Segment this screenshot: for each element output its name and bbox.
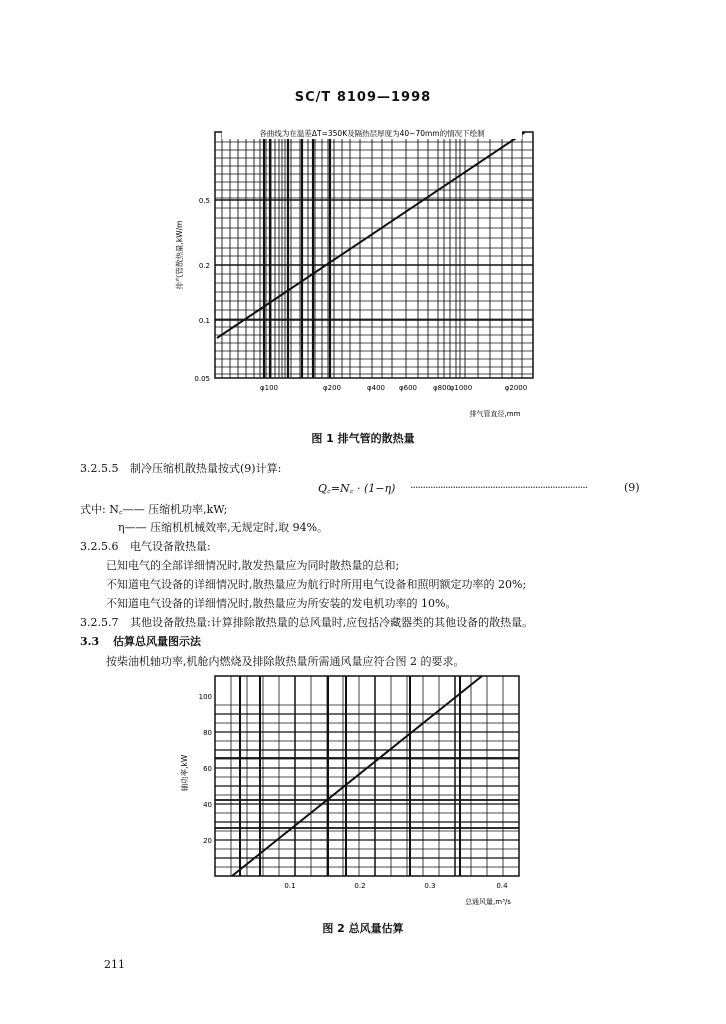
section-number: 3.2.5.6	[80, 540, 119, 553]
figure-2-line	[232, 676, 482, 876]
paragraph-2: 不知道电气设备的详细情况时,散热量应为航行时所用电气设备和照明额定功率的 20%;	[106, 578, 527, 591]
figure-1-x-tick: φ100	[260, 384, 278, 392]
figure-2-ylabel: 轴功率,kW	[180, 754, 189, 792]
paragraph-1: 已知电气的全部详细情况时,散发热量应为同时散热量的总和;	[106, 559, 400, 572]
figure-2-y-tick: 20	[203, 837, 212, 845]
figure-1-x-tick: φ200	[323, 384, 341, 392]
section-number: 3.2.5.7	[80, 616, 119, 629]
where-n: 式中: N꜀—— 压缩机功率,kW;	[80, 503, 228, 516]
figure-2-airflow-chart	[170, 668, 540, 913]
figure-1-caption: 图 1 排气管的散热量	[311, 432, 415, 445]
section-number: 3.3	[80, 635, 100, 648]
figure-2-x-tick: 0.3	[424, 882, 436, 890]
figure-1-x-tick: φ1000	[449, 384, 473, 392]
paragraph-3: 不知道电气设备的详细情况时,散热量应为所安装的发电机功率的 10%。	[106, 597, 457, 610]
paragraph-3-3: 按柴油机轴功率,机舱内燃烧及排除散热量所需通风量应符合图 2 的要求。	[106, 655, 465, 668]
section-number: 3.2.5.5	[80, 462, 119, 475]
figure-2-xlabel: 总通风量,m³/s	[465, 898, 511, 906]
section-text: 其他设备散热量:计算排除散热量的总风量时,应包括冷藏器类的其他设备的散热量。	[129, 616, 534, 629]
figure-2-y-tick: 40	[203, 801, 212, 809]
figure-1-x-tick: φ2000	[504, 384, 528, 392]
page-header: SC/T 8109—1998	[294, 90, 432, 105]
where-eta: η—— 压缩机机械效率,无规定时,取 94%。	[118, 521, 329, 534]
figure-1-y-tick: 0.05	[194, 375, 210, 383]
figure-1-y-tick: 0.1	[198, 317, 210, 325]
section-title: 估算总风量图示法	[112, 635, 201, 648]
figure-2-x-tick: 0.1	[284, 882, 296, 890]
figure-1-x-tick: φ800	[433, 384, 451, 392]
section-3-2-5-7	[80, 614, 533, 630]
formula-leader: ·······································································	[410, 481, 588, 494]
section-title: 电气设备散热量:	[129, 540, 211, 553]
figure-2-caption: 图 2 总风量估算	[322, 922, 404, 935]
figure-2-y-tick: 80	[203, 729, 212, 737]
figure-1-x-tick: φ600	[399, 384, 417, 392]
figure-1-y-tick: 0.5	[198, 197, 210, 205]
figure-1-heat-loss-chart	[160, 120, 560, 425]
section-text: 制冷压缩机散热量按式(9)计算:	[129, 462, 282, 475]
figure-1-x-tick: φ400	[367, 384, 385, 392]
figure-2-x-tick: 0.2	[354, 882, 366, 890]
figure-2-y-tick: 100	[198, 693, 212, 701]
figure-2-y-tick: 60	[203, 765, 212, 773]
formula-number: (9)	[624, 481, 640, 494]
section-3-3	[80, 633, 201, 649]
figure-1-y-tick: 0.2	[198, 262, 210, 270]
formula-9: Q꜀=N꜀ · (1−η)	[318, 482, 396, 495]
figure-1-ylabel: 排气管散热量,kW/m	[175, 220, 184, 290]
figure-2-x-tick: 0.4	[496, 882, 508, 890]
figure-1-note: 各曲线为在温差ΔT=350K及隔热层厚度为40~70mm的情况下绘制	[259, 129, 485, 138]
page-number: 211	[104, 958, 125, 971]
section-3-2-5-6	[80, 538, 211, 554]
section-3-2-5-5	[80, 460, 281, 476]
figure-1-xlabel: 排气管直径,mm	[469, 410, 521, 418]
